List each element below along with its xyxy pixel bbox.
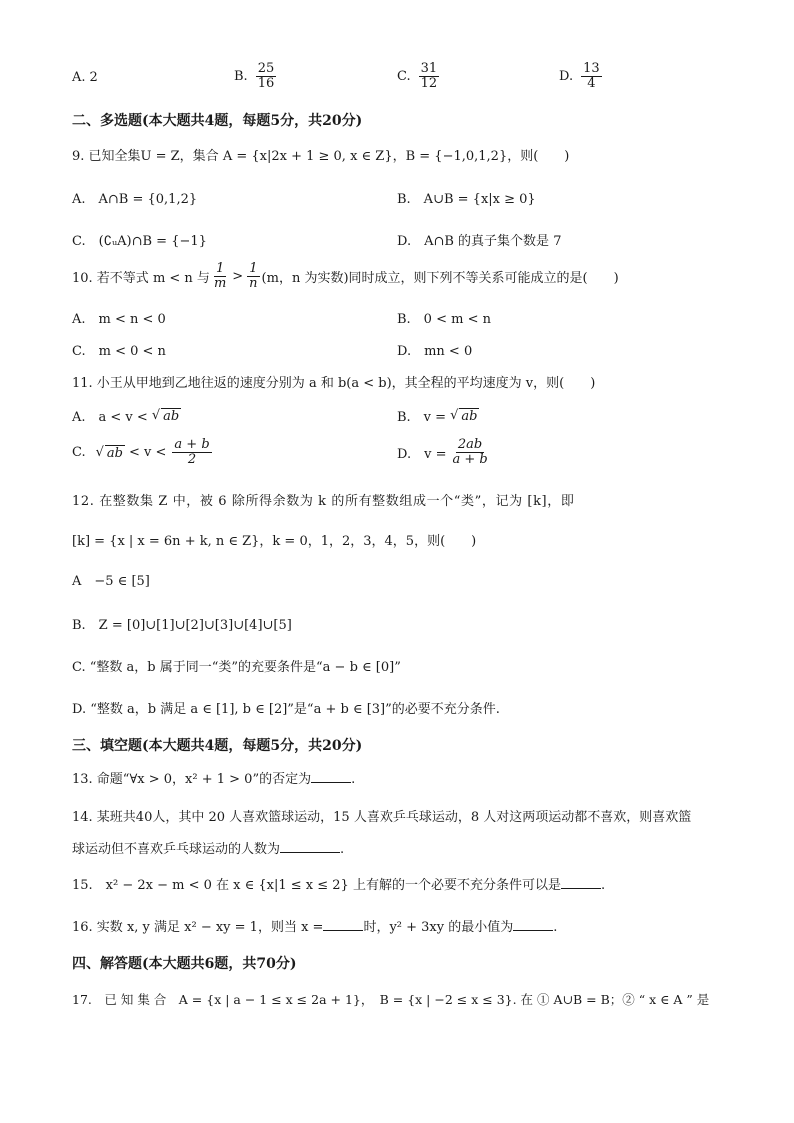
q16-x-blank[interactable] [323,917,363,931]
q12-stem-line2: [k] = {x | x = 6n + k, n ∈ Z}，k = 0，1，2，3，4，5，则( ) [72,534,477,549]
q8-option-a [72,70,98,85]
q13-period: . [351,772,356,787]
q12-option-d: D. “整数 a，b 满足 a ∈ [1], b ∈ [2]”是“a + b ∈ [3]”的必要不充分条件. [72,702,500,717]
q8-option-c-denominator: 12 [420,76,438,92]
q10-stem-post: (m，n 为实数)同时成立，则下列不等关系可能成立的是( ) [261,271,619,287]
q11-option-b-text: B. v = [397,410,447,425]
q16-mid-text: 时，y² + 3xy 的最小值为 [363,920,514,935]
q10-option-a: A. m < n < 0 [72,312,166,327]
q11-option-d-denominator: a + b [452,452,488,468]
q11-option-d-text: D. v = [397,447,447,463]
q8-option-a-value: 2 [89,70,98,85]
q17-stem: 17. 已 知 集 合 A = {x | a − 1 ≤ x ≤ 2a + 1}， B = {x | −2 ≤ x ≤ 3}. 在 ① A∪B = B；② “ x ∈ A ” 是 [72,992,710,1007]
q12-option-c: C. “整数 a，b 属于同一“类”的充要条件是“a − b ∈ [0]” [72,660,401,675]
q12-option-a: A −5 ∈ [5] [72,574,150,589]
q15-text: 15. x² − 2x − m < 0 在 x ∈ {x|1 ≤ x ≤ 2} 上有解的一个必要不充分条件可以是 [72,878,561,893]
q10-option-d: D. mn < 0 [397,344,473,359]
q11-option-a-sqrt: ab [163,408,180,424]
q8-option-b-denominator: 16 [257,76,275,92]
section-2-heading: 二、多选题(本大题共4题，每题5分，共20分) [72,113,363,129]
q8-option-c-fraction [419,62,440,92]
q8-option-d-denominator: 4 [587,76,596,92]
q8-option-d-label: D. [559,69,574,85]
q16-min-blank[interactable] [513,917,553,931]
q11-option-d-fraction [450,438,489,468]
q8-option-c [397,62,441,92]
q11-option-c-numerator: a + b [174,437,210,452]
q8-option-c-numerator: 31 [420,61,438,76]
q10-option-b: B. 0 < m < n [397,312,491,327]
q10-stem-pre: 10. 若不等式 m < n 与 [72,271,210,287]
q12-stem-line1: 12. 在整数集 Z 中，被 6 除所得余数为 k 的所有整数组成一个“类”，记为 [k]，即 [72,494,575,509]
q14-period: . [340,842,345,857]
q13-answer-blank[interactable] [311,769,351,783]
q15-answer-blank[interactable] [561,875,601,889]
q11-option-d-numerator: 2ab [457,437,483,452]
q11-option-d [397,438,492,468]
q14-line1: 14. 某班共40人，其中 20 人喜欢篮球运动，15 人喜欢乒乓球运动，8 人对这两项运动都不喜欢，则喜欢篮 [72,810,692,825]
q10-fraction-n: $\frac{1}{n}$ [249,261,258,292]
q13-text: 13. 命题“∀x > 0，x² + 1 > 0”的否定为 [72,772,312,787]
q8-option-c-label: C. [397,69,411,85]
q8-option-d [559,62,604,92]
q10-option-c: C. m < 0 < n [72,344,166,359]
q11-option-c-sqrt: ab [106,445,123,461]
section-3-heading: 三、填空题(本大题共4题，每题5分，共20分) [72,738,363,754]
q15-period: . [600,878,606,893]
q11-option-a-text: A. a < v < [72,410,148,425]
q11-option-c: C. √ ab < v < $\frac{a + b}{2}$ [72,437,210,468]
q8-option-b-label: B. [234,69,248,85]
q11-option-c-denominator: 2 [187,452,197,468]
q11-option-c-mid: < v < [129,445,167,461]
q8-option-b-numerator: 25 [257,61,275,76]
q11-stem: 11. 小王从甲地到乙地往返的速度分别为 a 和 b(a < b)，其全程的平均速度为 v，则( ) [72,376,596,391]
section-4-heading: 四、解答题(本大题共6题，共70分) [72,956,297,972]
q8-option-d-fraction [581,62,602,92]
q9-option-a: A. A∩B = {0,1,2} [72,192,198,207]
q15 [72,874,722,893]
q16 [72,916,722,935]
q9-option-d: D. A∩B 的真子集个数是 7 [397,234,562,249]
q9-option-b: B. A∪B = {x|x ≥ 0} [397,192,536,207]
q9-option-c: C. (∁ᵤA)∩B = {−1} [72,234,207,249]
q16-text: 16. 实数 x, y 满足 x² − xy = 1，则当 x = [72,920,324,935]
q11-option-c-fraction [172,438,211,468]
q8-option-b [234,62,278,92]
q9-stem: 9. 已知全集U = Z，集合 A = {x|2x + 1 ≥ 0, x ∈ Z}，B = {−1,0,1,2}，则( ) [72,149,570,164]
q14-answer-blank[interactable] [280,839,340,853]
q10-fraction-m: $\frac{1}{m}$ [213,261,227,292]
q13 [72,768,722,787]
q8-option-a-label: A. [72,70,86,85]
q8-option-b-fraction [256,62,277,92]
q11-option-b-sqrt: ab [461,408,478,424]
q11-option-b: B. v = √ ab [397,408,478,425]
q14-line2 [72,838,722,857]
q12-option-b: B. Z = [0]∪[1]∪[2]∪[3]∪[4]∪[5] [72,618,292,633]
q10-stem: 10. 若不等式 m < n 与 $\frac{1}{m}$ > $\frac{1}{n}$ (m，n 为实数)同时成立，则下列不等关系可能成立的是( ) [72,261,619,292]
q14-line2-text: 球运动但不喜欢乒乓球运动的人数为 [72,842,281,857]
q16-period: . [553,920,558,935]
q11-option-a: A. a < v < √ ab [72,408,180,425]
q8-option-d-numerator: 13 [583,61,600,76]
